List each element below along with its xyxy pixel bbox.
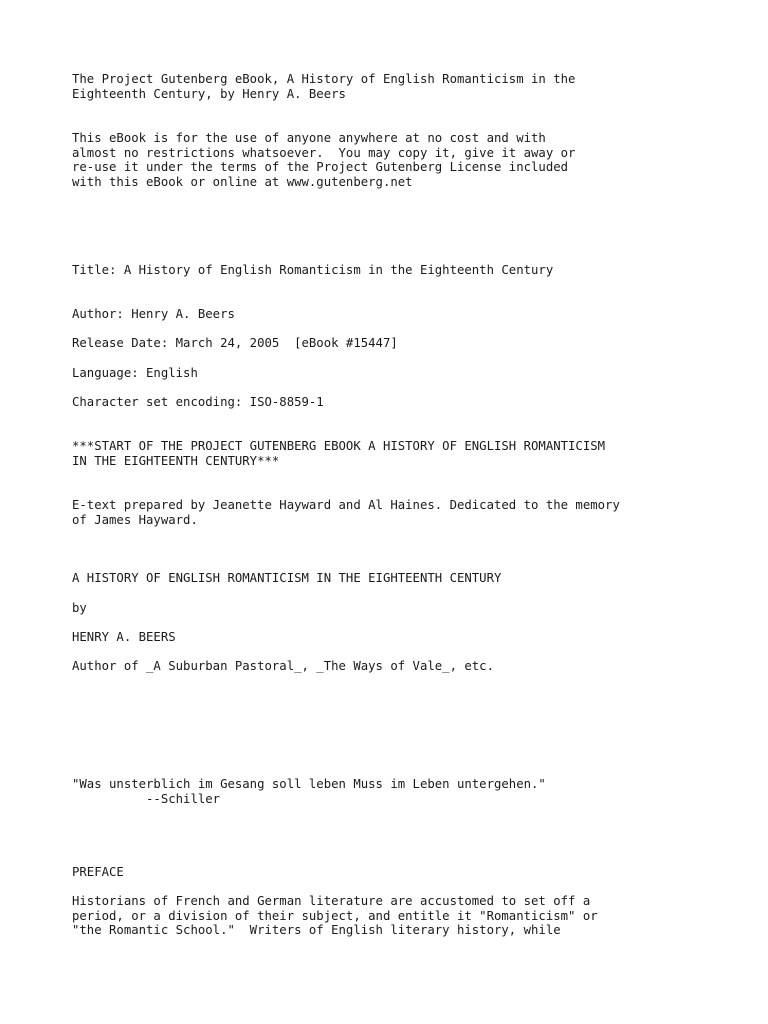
epigraph-quote: "Was unsterblich im Gesang soll leben Muss im Leben untergehen.": [72, 777, 546, 791]
header-line-1: The Project Gutenberg eBook, A History of English Romanticism in the: [72, 72, 576, 86]
preface-line-3: "the Romantic School." Writers of English literary history, while: [72, 923, 561, 937]
credits-line-2: of James Hayward.: [72, 513, 198, 527]
book-title: A HISTORY OF ENGLISH ROMANTICISM IN THE EIGHTEENTH CENTURY: [72, 571, 502, 585]
preface-line-1: Historians of French and German literature are accustomed to set off a: [72, 894, 591, 908]
license-line-1: This eBook is for the use of anyone anywhere at no cost and with: [72, 131, 546, 145]
meta-release-date: Release Date: March 24, 2005 [eBook #15447]: [72, 336, 398, 350]
epigraph-attribution: --Schiller: [72, 792, 221, 806]
author-name: HENRY A. BEERS: [72, 630, 176, 644]
header-line-2: Eighteenth Century, by Henry A. Beers: [72, 87, 346, 101]
license-line-3: re-use it under the terms of the Project Gutenberg License included: [72, 160, 569, 174]
author-works: Author of _A Suburban Pastoral_, _The Ways of Vale_, etc.: [72, 659, 494, 673]
start-marker-line-1: ***START OF THE PROJECT GUTENBERG EBOOK A HISTORY OF ENGLISH ROMANTICISM: [72, 439, 606, 453]
meta-title: Title: A History of English Romanticism in the Eighteenth Century: [72, 263, 554, 277]
license-line-4: with this eBook or online at www.gutenberg.net: [72, 175, 413, 189]
meta-author: Author: Henry A. Beers: [72, 307, 235, 321]
credits-line-1: E-text prepared by Jeanette Hayward and Al Haines. Dedicated to the memory: [72, 498, 620, 512]
start-marker-line-2: IN THE EIGHTEENTH CENTURY***: [72, 454, 280, 468]
meta-language: Language: English: [72, 366, 198, 380]
preface-heading: PREFACE: [72, 865, 124, 879]
license-line-2: almost no restrictions whatsoever. You may copy it, give it away or: [72, 146, 576, 160]
meta-charset: Character set encoding: ISO-8859-1: [72, 395, 324, 409]
by-line: by: [72, 601, 87, 615]
preface-line-2: period, or a division of their subject, and entitle it "Romanticism" or: [72, 909, 598, 923]
